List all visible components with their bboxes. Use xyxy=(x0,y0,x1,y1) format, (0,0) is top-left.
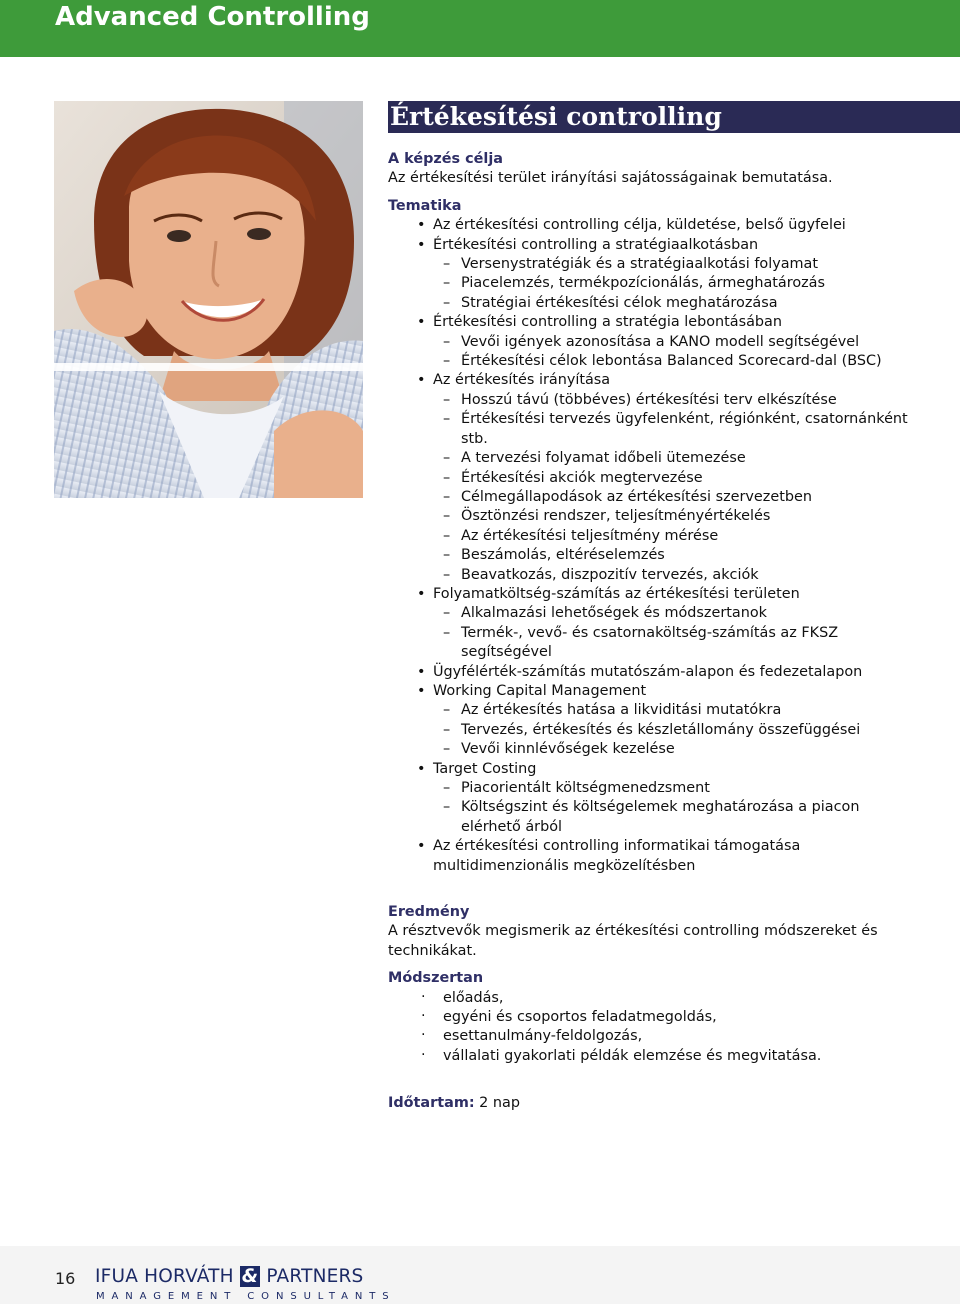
dash-marker: – xyxy=(443,450,451,467)
method-text: esettanulmány-feldolgozás, xyxy=(443,1028,643,1045)
dash-marker: – xyxy=(443,294,451,311)
subtopic-item xyxy=(388,488,918,507)
subtopic-item xyxy=(388,469,918,488)
dot-marker: · xyxy=(421,1046,426,1063)
topic-item xyxy=(388,585,918,604)
topic-item xyxy=(388,760,918,779)
subtopic-item xyxy=(388,546,918,565)
header-band xyxy=(0,0,960,57)
topic-text: Vevői igények azonosítása a KANO modell segítségével xyxy=(461,333,860,350)
topic-text: Versenystratégiák és a stratégiaalkotási folyamat xyxy=(461,256,819,273)
duration-label: Időtartam: xyxy=(388,1095,475,1112)
topic-text: Értékesítési célok lebontása Balanced Scorecard-dal (BSC) xyxy=(461,353,882,370)
method-text: előadás, xyxy=(443,989,504,1006)
dash-marker: – xyxy=(443,391,451,408)
subtopic-item xyxy=(388,391,918,410)
topics-list xyxy=(388,216,918,876)
subtopic-item xyxy=(388,352,918,371)
subtopic-item xyxy=(388,604,918,623)
subtopic-item xyxy=(388,701,918,720)
topic-item xyxy=(388,236,918,255)
topic-text: Working Capital Management xyxy=(433,682,647,699)
method-item xyxy=(388,989,918,1008)
topic-item xyxy=(388,837,918,876)
topic-item xyxy=(388,313,918,332)
topic-item xyxy=(388,216,918,235)
methods-list xyxy=(388,989,918,1067)
topic-text: Költségszint és költségelemek meghatározása a piacon elérhető árból xyxy=(461,799,860,835)
dash-marker: – xyxy=(443,527,451,544)
topic-text: A tervezési folyamat időbeli ütemezése xyxy=(461,450,746,467)
dash-marker: – xyxy=(443,508,451,525)
dash-marker: – xyxy=(443,333,451,350)
header-title: Advanced Controlling xyxy=(55,2,370,32)
duration xyxy=(388,1094,918,1113)
course-title: Értékesítési controlling xyxy=(390,102,722,131)
subtopic-item xyxy=(388,294,918,313)
dash-marker: – xyxy=(443,780,451,796)
subtopic-item xyxy=(388,507,918,526)
topic-text: Termék-, vevő- és csatornaköltség-számítás az FKSZ segítségével xyxy=(461,624,839,661)
method-item xyxy=(388,1047,918,1066)
topic-text: Értékesítési akciók megtervezése xyxy=(461,469,703,486)
topic-item xyxy=(388,371,918,390)
goal-text: Az értékesítési terület irányítási sajátosságainak bemutatása. xyxy=(388,170,833,187)
logo-ampersand: & xyxy=(241,1266,259,1287)
dash-marker: – xyxy=(443,469,451,486)
dash-marker: – xyxy=(443,547,451,564)
course-title-bar xyxy=(388,101,960,133)
subtopic-item xyxy=(388,624,918,663)
dot-marker: · xyxy=(421,1008,426,1025)
logo-left-text: IFUA HORVÁTH xyxy=(95,1266,234,1287)
dash-marker: – xyxy=(443,566,451,583)
method-item xyxy=(388,1008,918,1027)
subtopic-item xyxy=(388,798,918,837)
bullet-marker: • xyxy=(417,838,426,855)
topic-text: Értékesítési tervezés ügyfelenként, régiónként, csatornánként stb. xyxy=(461,411,908,447)
subtopic-item xyxy=(388,255,918,274)
method-text: vállalati gyakorlati példák elemzése és megvitatása. xyxy=(443,1047,822,1064)
result-heading: Eredmény xyxy=(388,904,470,921)
dash-marker: – xyxy=(443,721,451,738)
topic-text: Értékesítési controlling a stratégia lebontásában xyxy=(433,314,783,331)
dash-marker: – xyxy=(443,411,451,428)
topic-text: Beszámolás, eltéréselemzés xyxy=(461,547,665,564)
topic-text: Hosszú távú (többéves) értékesítési terv elkészítése xyxy=(461,391,837,408)
topic-text: Beavatkozás, diszpozitív tervezés, akciók xyxy=(461,566,759,583)
dot-marker: · xyxy=(421,1027,426,1044)
topic-text: Piacelemzés, termékpozícionálás, ármeghatározás xyxy=(461,275,826,292)
subtopic-item xyxy=(388,274,918,293)
course-content xyxy=(388,150,918,1114)
topic-text: Alkalmazási lehetőségek és módszertanok xyxy=(461,605,767,622)
dash-marker: – xyxy=(443,702,451,719)
topic-text: Tervezés, értékesítés és készletállomány összefüggései xyxy=(461,721,861,738)
logo-subtitle: MANAGEMENT CONSULTANTS xyxy=(96,1291,396,1302)
dash-marker: – xyxy=(443,275,451,292)
company-logo xyxy=(95,1266,364,1287)
bullet-marker: • xyxy=(417,236,426,253)
bullet-marker: • xyxy=(417,760,426,777)
methods-heading: Módszertan xyxy=(388,970,484,987)
goal-heading: A képzés célja xyxy=(388,151,503,167)
dash-marker: – xyxy=(443,624,451,641)
bullet-marker: • xyxy=(417,372,426,389)
topic-item xyxy=(388,682,918,701)
subtopic-item xyxy=(388,410,918,449)
subtopic-item xyxy=(388,740,918,759)
bullet-marker: • xyxy=(417,217,426,234)
bullet-marker: • xyxy=(417,663,426,680)
topic-text: Stratégiai értékesítési célok meghatározása xyxy=(461,294,778,311)
dash-marker: – xyxy=(443,799,451,816)
topic-text: Target Costing xyxy=(433,760,537,777)
topic-text: Értékesítési controlling a stratégiaalkotásban xyxy=(433,236,759,253)
topic-text: Vevői kinnlévőségek kezelése xyxy=(461,741,675,758)
duration-value: 2 nap xyxy=(479,1095,520,1112)
topic-text: Az értékesítés irányítása xyxy=(433,372,611,389)
page-number: 16 xyxy=(55,1269,76,1288)
method-item xyxy=(388,1027,918,1046)
subtopic-item xyxy=(388,333,918,352)
bullet-marker: • xyxy=(417,682,426,699)
topic-text: Ügyfélérték-számítás mutatószám-alapon és fedezetalapon xyxy=(433,663,863,680)
dash-marker: – xyxy=(443,353,451,370)
topic-text: Ösztönzési rendszer, teljesítményértékelés xyxy=(461,508,771,525)
subtopic-item xyxy=(388,566,918,585)
dot-marker: · xyxy=(421,988,426,1005)
logo-right-text: PARTNERS xyxy=(266,1266,364,1287)
portrait-photo xyxy=(54,101,363,498)
bullet-marker: • xyxy=(417,585,426,602)
topic-text: Piacorientált költségmenedzsment xyxy=(461,780,710,796)
subtopic-item xyxy=(388,721,918,740)
subtopic-item xyxy=(388,449,918,468)
topics-heading: Tematika xyxy=(388,197,462,214)
method-text: egyéni és csoportos feladatmegoldás, xyxy=(443,1009,717,1026)
result-text: A résztvevők megismerik az értékesítési controlling módszereket és technikákat. xyxy=(388,923,878,959)
topic-item xyxy=(388,663,918,682)
topic-text: Az értékesítési controlling informatikai támogatása multidimenzionális megközelítésben xyxy=(433,838,801,874)
topic-text: Az értékesítési teljesítmény mérése xyxy=(461,527,719,544)
topic-text: Az értékesítés hatása a likviditási mutatókra xyxy=(461,702,782,719)
subtopic-item xyxy=(388,779,918,798)
dash-marker: – xyxy=(443,741,451,758)
dash-marker: – xyxy=(443,488,451,505)
subtopic-item xyxy=(388,527,918,546)
dash-marker: – xyxy=(443,256,451,273)
dash-marker: – xyxy=(443,605,451,622)
topic-text: Folyamatköltség-számítás az értékesítési területen xyxy=(433,585,800,602)
bullet-marker: • xyxy=(417,314,426,331)
topic-text: Az értékesítési controlling célja, küldetése, belső ügyfelei xyxy=(433,217,846,234)
topic-text: Célmegállapodások az értékesítési szervezetben xyxy=(461,488,812,505)
